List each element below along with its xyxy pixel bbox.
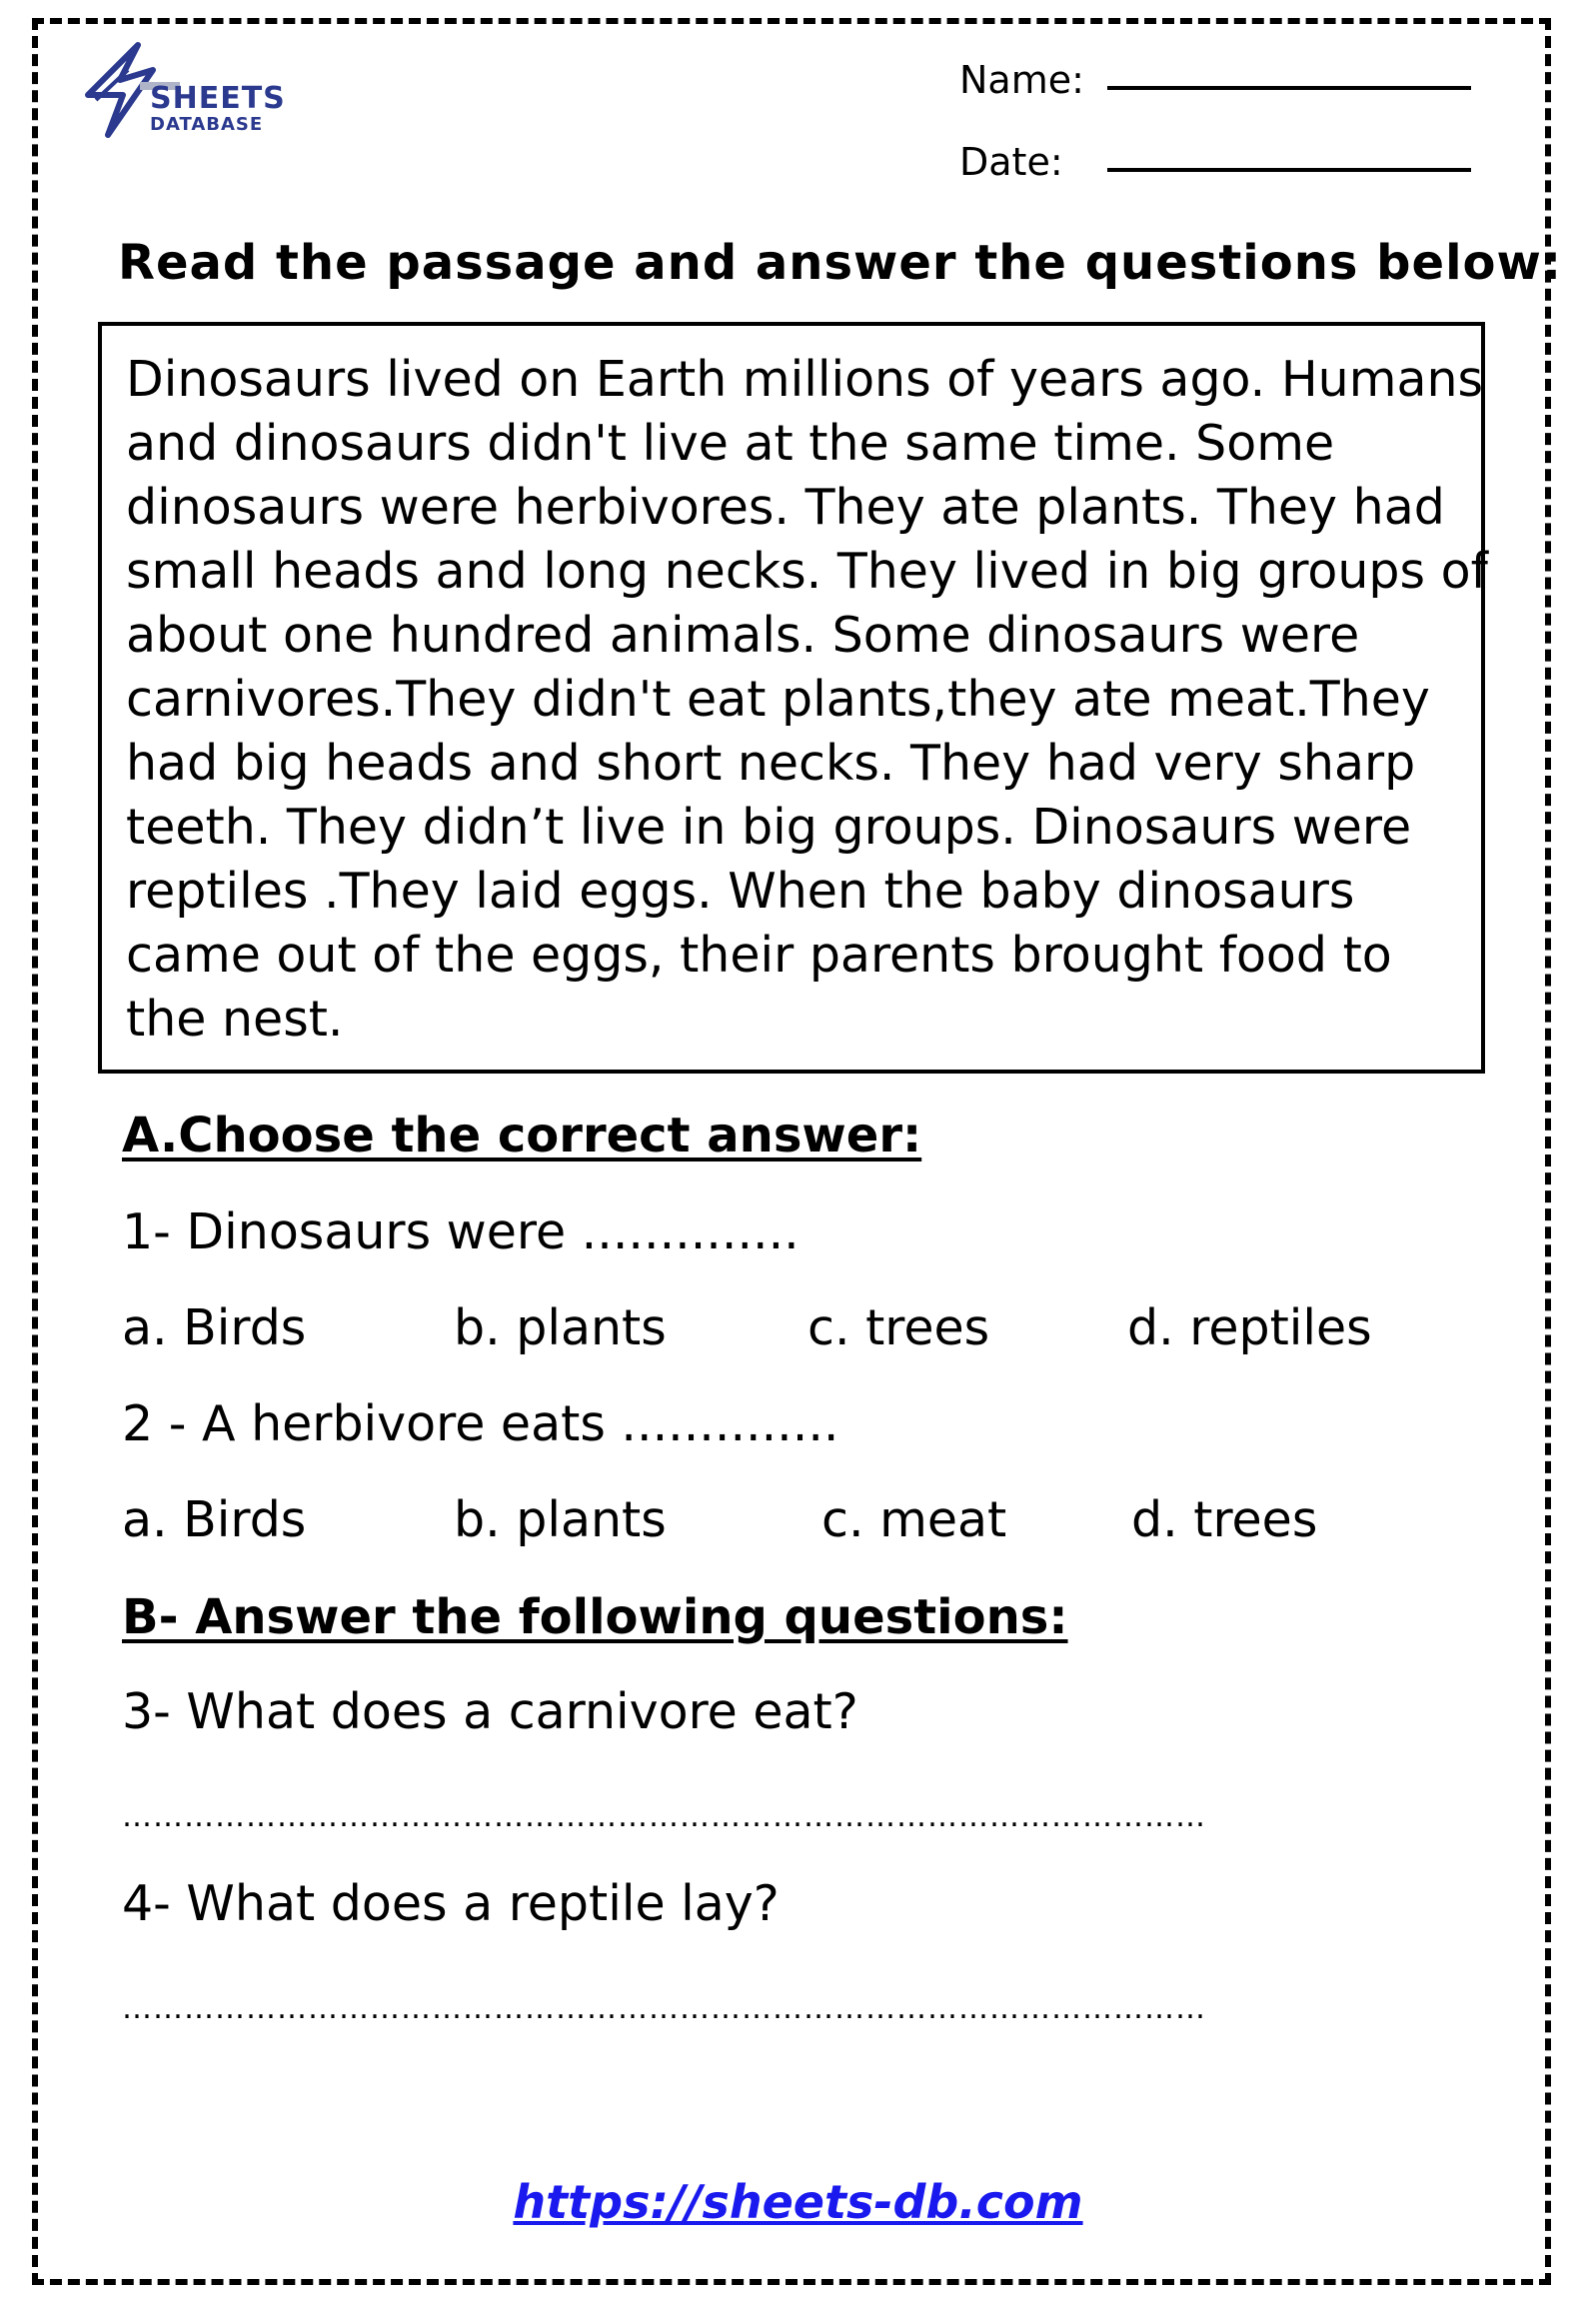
passage-line: about one hundred animals. Some dinosaurs were [126,607,1360,664]
passage-line: the nest. [126,991,344,1048]
q1-option-b[interactable]: b. plants [454,1299,667,1356]
passage-line: came out of the eggs, their parents brought food to [126,927,1392,984]
instruction-heading: Read the passage and answer the questions below: [118,235,1563,291]
passage-text [126,348,1488,1052]
q2-option-b[interactable]: b. plants [454,1491,667,1548]
footer-url-link[interactable]: https://sheets-db.com [513,2175,1083,2229]
passage-box [98,322,1488,1074]
section-a-title: A.Choose the correct answer: [122,1108,922,1163]
date-input-line[interactable] [1107,168,1471,172]
q2-option-c[interactable]: c. meat [821,1491,1007,1548]
passage-line: teeth. They didn’t live in big groups. Dinosaurs were [126,799,1412,856]
name-input-line[interactable] [1107,86,1471,90]
answer-line-3[interactable]: …………………………………………………………………………………………… [122,1799,1206,1834]
answer-line-4[interactable]: …………………………………………………………………………………………… [122,1991,1206,2026]
passage-line: dinosaurs were herbivores. They ate plants. They had [126,479,1445,536]
q1-option-c[interactable]: c. trees [807,1299,990,1356]
question-2: 2 - A herbivore eats .............. [122,1395,839,1452]
passage-line: carnivores.They didn't eat plants,they ate meat.They [126,671,1430,728]
date-label: Date: [959,140,1063,184]
name-label: Name: [959,58,1084,102]
question-1: 1- Dinosaurs were .............. [122,1203,799,1260]
passage-line: reptiles .They laid eggs. When the baby dinosaurs [126,863,1355,920]
logo-text [150,81,286,135]
q1-option-d[interactable]: d. reptiles [1127,1299,1372,1356]
q2-option-d[interactable]: d. trees [1131,1491,1318,1548]
q1-option-a[interactable]: a. Birds [122,1299,307,1356]
passage-line: small heads and long necks. They lived in big groups of [126,543,1488,600]
logo-line-2: DATABASE [150,114,264,135]
section-b-title: B- Answer the following questions: [122,1589,1068,1645]
passage-line: Dinosaurs lived on Earth millions of years ago. Humans [126,351,1484,408]
question-4: 4- What does a reptile lay? [122,1875,780,1932]
passage-line: and dinosaurs didn't live at the same time. Some [126,415,1335,472]
q2-option-a[interactable]: a. Birds [122,1491,307,1548]
question-3: 3- What does a carnivore eat? [122,1683,858,1740]
passage-line: had big heads and short necks. They had very sharp [126,735,1416,792]
logo-line-1: SHEETS [150,81,286,116]
